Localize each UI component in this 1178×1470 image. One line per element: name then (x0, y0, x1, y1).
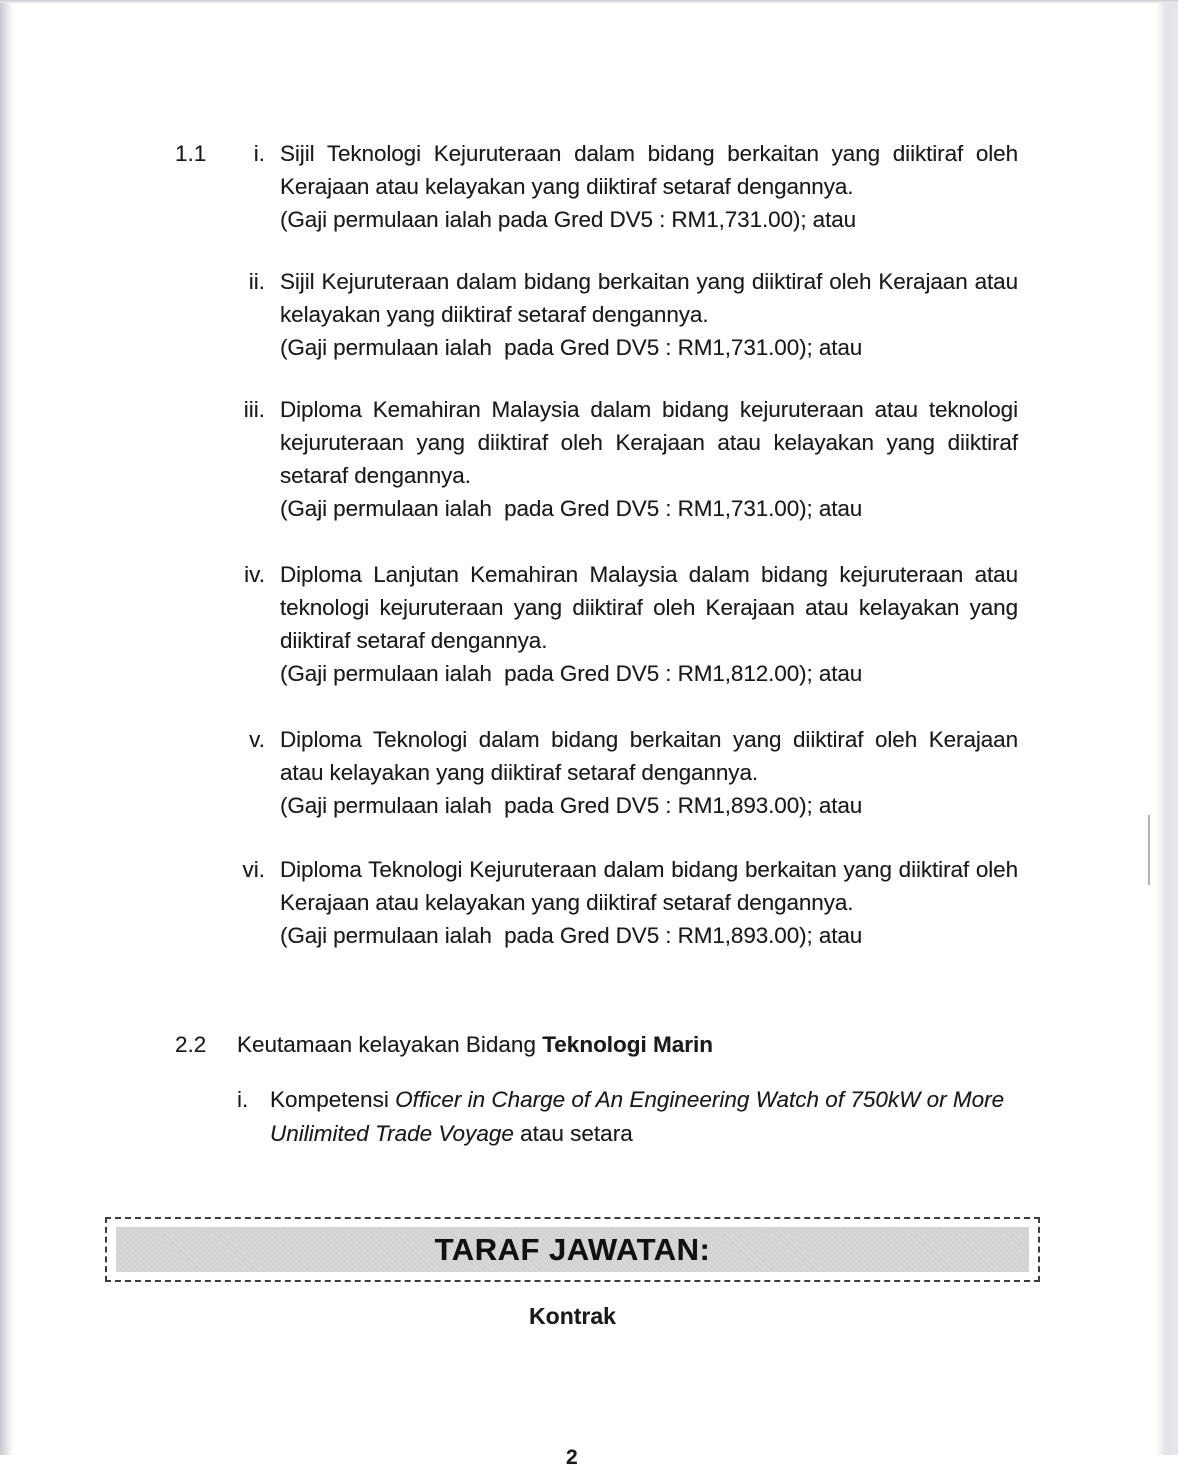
item-line: Kerajaan atau kelayakan yang diiktiraf setaraf dengannya. (280, 174, 854, 199)
section-2-2-heading (175, 1028, 1110, 1061)
item-line (270, 1117, 1018, 1151)
page-left-edge (0, 0, 14, 1455)
taraf-jawatan-bar (116, 1227, 1029, 1272)
item-line (270, 1083, 1018, 1117)
salary-line: (Gaji permulaan ialah pada Gred DV5 : RM1,731.00); atau (280, 496, 863, 521)
item-line: diiktiraf setaraf dengannya. (280, 628, 548, 653)
salary-line: (Gaji permulaan ialah pada Gred DV5 : RM1,731.00); atau (280, 207, 857, 232)
taraf-jawatan-box (105, 1217, 1040, 1282)
item-marker: iv. (244, 562, 265, 587)
item-line: Kerajaan atau kelayakan yang diiktiraf setaraf dengannya. (280, 890, 854, 915)
item-line: Diploma Teknologi dalam bidang berkaitan yang diiktiraf oleh Kerajaan (280, 727, 1018, 752)
item-line: kelayakan yang diiktiraf setaraf dengannya. (280, 302, 709, 327)
qualification-item-iii (175, 393, 1110, 525)
qualification-item-v (175, 723, 1110, 822)
salary-line: (Gaji permulaan ialah pada Gred DV5 : RM1,812.00); atau (280, 661, 863, 686)
section-title (237, 1028, 713, 1061)
page-top-edge (0, 0, 1178, 3)
item-body (280, 853, 1018, 952)
item-marker: i. (237, 1087, 249, 1112)
item-body (270, 1083, 1018, 1151)
item-line: Sijil Kejuruteraan dalam bidang berkaitan yang diiktiraf oleh Kerajaan atau (280, 269, 1018, 294)
kompetensi-item (237, 1083, 1110, 1151)
section-title-regular: Keutamaan kelayakan Bidang (237, 1032, 543, 1057)
item-line: Sijil Teknologi Kejuruteraan dalam bidang berkaitan yang diiktiraf oleh (280, 141, 1018, 166)
qualification-item-ii (175, 265, 1110, 364)
document-content (175, 137, 1110, 1333)
item-marker: v. (249, 727, 265, 752)
item-body (280, 265, 1018, 364)
page-right-edge-mark (1148, 815, 1150, 885)
item-line: setaraf dengannya. (280, 463, 471, 488)
item-body (280, 393, 1018, 525)
salary-line: (Gaji permulaan ialah pada Gred DV5 : RM1,893.00); atau (280, 923, 863, 948)
taraf-jawatan-heading: TARAF JAWATAN: (434, 1231, 711, 1267)
page-number: 2 (566, 1446, 578, 1469)
item-body (280, 723, 1018, 822)
kompetensi-italic-1: Officer in Charge of An Engineering Watch of 750kW or More (395, 1087, 1005, 1112)
section-number: 2.2 (175, 1032, 207, 1057)
section-title-bold: Teknologi Marin (542, 1032, 714, 1057)
kontrak-status: Kontrak (529, 1303, 616, 1329)
item-body (280, 137, 1018, 236)
qualification-item-iv (175, 558, 1110, 690)
salary-line: (Gaji permulaan ialah pada Gred DV5 : RM1,893.00); atau (280, 793, 863, 818)
item-line: kejuruteraan yang diiktiraf oleh Kerajaan atau kelayakan yang diiktiraf (280, 430, 1018, 455)
page-right-edge (1156, 0, 1178, 1455)
qualification-item-i (175, 137, 1110, 236)
item-line: teknologi kejuruteraan yang diiktiraf oleh Kerajaan atau kelayakan yang (280, 595, 1018, 620)
salary-line: (Gaji permulaan ialah pada Gred DV5 : RM1,731.00); atau (280, 335, 863, 360)
item-marker: vi. (242, 857, 265, 882)
item-marker: i. (253, 141, 265, 166)
item-marker: iii. (243, 397, 265, 422)
item-line: Diploma Teknologi Kejuruteraan dalam bidang berkaitan yang diiktiraf oleh (280, 857, 1018, 882)
qualification-item-vi (175, 853, 1110, 952)
section-number: 1.1 (175, 141, 207, 166)
kompetensi-prefix: Kompetensi (270, 1087, 396, 1112)
status-row (105, 1300, 1040, 1333)
kompetensi-suffix: atau setara (513, 1121, 633, 1146)
item-line: atau kelayakan yang diiktiraf setaraf dengannya. (280, 760, 759, 785)
kompetensi-italic-2: Unilimited Trade Voyage (270, 1121, 514, 1146)
item-line: Diploma Kemahiran Malaysia dalam bidang kejuruteraan atau teknologi (280, 397, 1018, 422)
item-marker: ii. (248, 269, 265, 294)
item-body (280, 558, 1018, 690)
item-line: Diploma Lanjutan Kemahiran Malaysia dalam bidang kejuruteraan atau (280, 562, 1018, 587)
